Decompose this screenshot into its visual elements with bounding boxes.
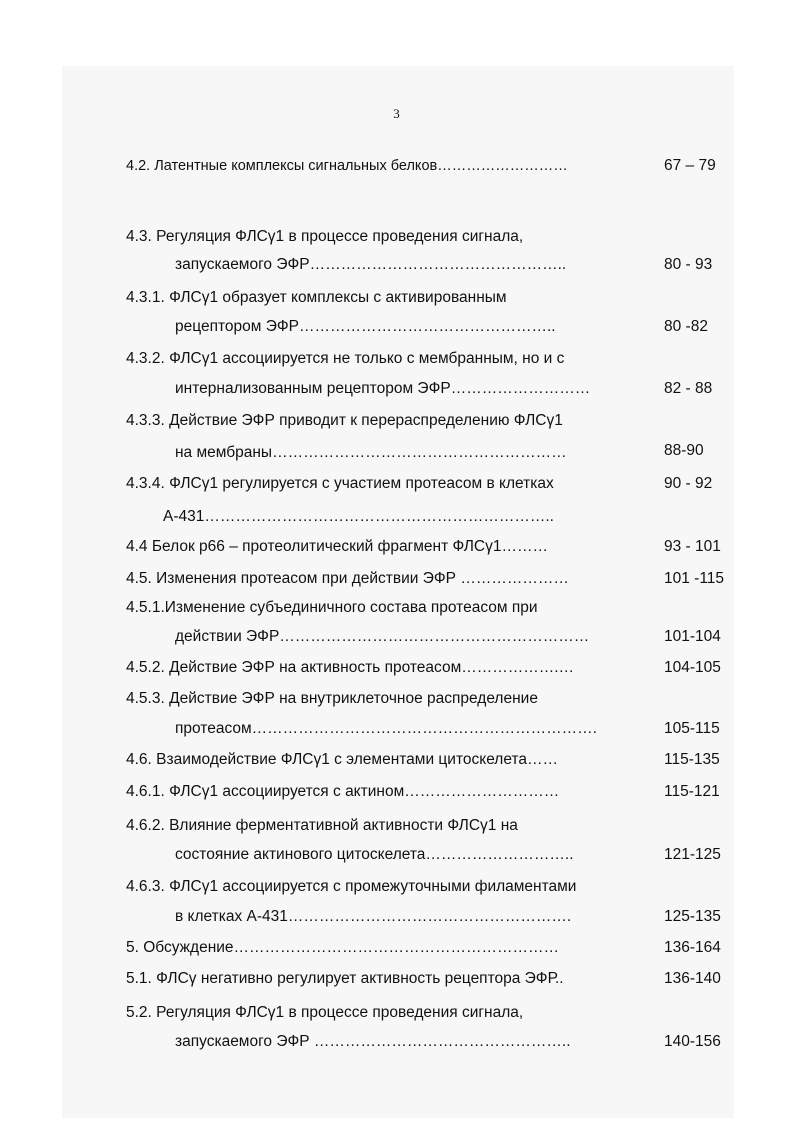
toc-entry-line: на мембраны………………………………………………… (175, 444, 567, 461)
toc-entry-pages: 88-90 (664, 442, 704, 459)
toc-entry-line: 4.6. Взаимодействие ФЛСγ1 с элементами цитоскелета…… (126, 751, 559, 768)
toc-entry-line: 4.5.3. Действие ЭФР на внутриклеточное распределение (126, 690, 538, 707)
toc-entry-line: 4.6.2. Влияние ферментативной активности ФЛСγ1 на (126, 817, 518, 834)
toc-entry-pages: 67 – 79 (664, 157, 716, 174)
toc-entry-line: 4.4 Белок р66 – протеолитический фрагмент ФЛСγ1……… (126, 538, 548, 555)
toc-entry-line: 4.5.2. Действие ЭФР на активность протеасом……………….… (126, 659, 575, 676)
toc-entry-line: 4.2. Латентные комплексы сигнальных белков……………………… (126, 158, 568, 174)
toc-entry-line: 4.6.3. ФЛСγ1 ассоциируется с промежуточными филаментами (126, 878, 577, 895)
toc-entry-line: рецептором ЭФР………………………………………….. (175, 318, 556, 335)
toc-entry-pages: 82 - 88 (664, 380, 713, 397)
toc-entry-line: запускаемого ЭФР………………………………………….. (175, 256, 567, 273)
toc-entry-pages: 80 - 93 (664, 256, 713, 273)
toc-entry-pages: 105-115 (664, 720, 720, 737)
toc-entry-pages: 101-104 (664, 628, 721, 645)
toc-entry-line: интернализованным рецептором ЭФР……………………… (175, 380, 591, 397)
toc-entry-line: протеасом…………………………………………………………. (175, 720, 597, 737)
toc-entry-pages: 104-105 (664, 659, 721, 676)
document-page (62, 66, 734, 1118)
page-number: 3 (393, 106, 400, 121)
toc-entry-pages: 101 -115 (664, 570, 725, 587)
toc-entry-line: в клетках А-431………………………………………………. (175, 908, 572, 925)
toc-entry-pages: 115-135 (664, 751, 720, 768)
toc-entry-pages: 136-140 (664, 970, 721, 987)
toc-entry-line: 4.6.1. ФЛСγ1 ассоциируется с актином………………………… (126, 783, 560, 800)
toc-entry-line: состояние актинового цитоскелета……………………….. (175, 846, 574, 863)
toc-entry-line: запускаемого ЭФР ………………………………………….. (175, 1033, 571, 1050)
toc-entry-line: 5. Обсуждение……………………………………………………… (126, 939, 560, 956)
toc-entry-pages: 93 - 101 (664, 538, 721, 555)
toc-entry-line: 5.1. ФЛСγ негативно регулирует активность рецептора ЭФР.. (126, 970, 564, 987)
toc-entry-line: 4.3.4. ФЛСγ1 регулируется с участием протеасом в клетках (126, 475, 554, 492)
toc-entry-pages: 80 -82 (664, 318, 708, 335)
toc-entry-line: А-431………………………………………………………….. (163, 508, 554, 525)
toc-entry-pages: 125-135 (664, 908, 721, 925)
toc-entry-line: 5.2. Регуляция ФЛСγ1 в процессе проведения сигнала, (126, 1004, 524, 1021)
toc-entry-pages: 121-125 (664, 846, 721, 863)
toc-entry-line: 4.3.1. ФЛСγ1 образует комплексы с активированным (126, 289, 507, 306)
toc-entry-line: действии ЭФР…………………………………………………… (175, 628, 590, 645)
toc-entry-line: 4.5. Изменения протеасом при действии ЭФР ………………… (126, 570, 569, 587)
toc-entry-line: 4.3.2. ФЛСγ1 ассоциируется не только с мембранным, но и с (126, 350, 565, 367)
toc-entry-pages: 136-164 (664, 939, 721, 956)
toc-entry-pages: 90 - 92 (664, 475, 713, 492)
toc-entry-line: 4.5.1.Изменение субъединичного состава протеасом при (126, 599, 538, 616)
toc-entry-line: 4.3.3. Действие ЭФР приводит к перераспределению ФЛСγ1 (126, 412, 563, 429)
toc-entry-pages: 140-156 (664, 1033, 721, 1050)
toc-entry-pages: 115-121 (664, 783, 720, 800)
toc-entry-line: 4.3. Регуляция ФЛСγ1 в процессе проведения сигнала, (126, 228, 524, 245)
